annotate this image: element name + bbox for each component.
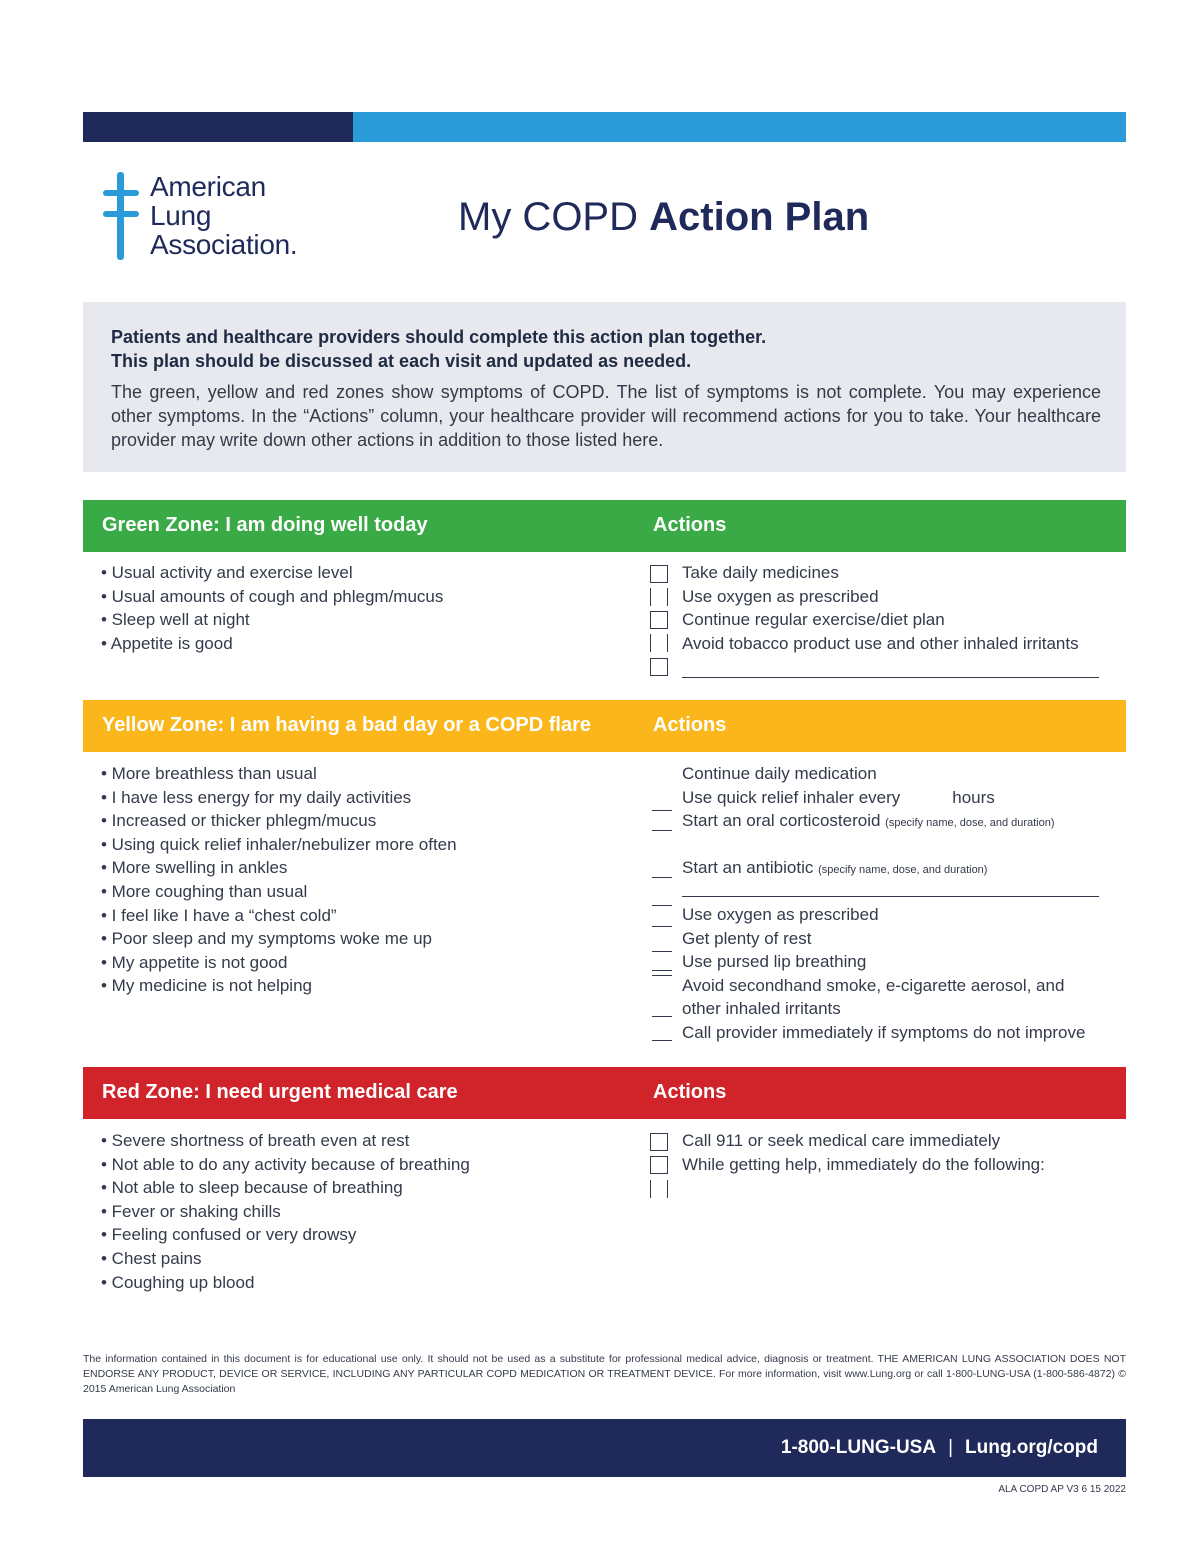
- red-actions-list: [682, 1129, 1045, 1176]
- yellow-action-blank[interactable]: [652, 877, 672, 878]
- action-item: Avoid tobacco product use and other inhaled irritants: [682, 633, 1079, 653]
- list-item: • Fever or shaking chills: [101, 1201, 281, 1221]
- yellow-write-in-line[interactable]: [682, 896, 1099, 897]
- document-code: ALA COPD AP V3 6 15 2022: [998, 1484, 1126, 1495]
- list-item: • Sleep well at night: [101, 610, 250, 630]
- list-item: • My appetite is not good: [101, 952, 288, 972]
- yellow-actions-label: Actions: [653, 714, 727, 736]
- green-write-in-line[interactable]: [682, 677, 1099, 678]
- yellow-action-3-note: (specify name, dose, and duration): [885, 817, 1055, 829]
- action-item: Use oxygen as prescribed: [682, 905, 879, 924]
- brand-logo-text: [150, 172, 297, 259]
- action-item: Call 911 or seek medical care immediately: [682, 1131, 1001, 1150]
- footer-bar: [83, 1419, 1126, 1477]
- brand-line: Association.: [150, 229, 298, 260]
- top-bar-dark: [83, 112, 353, 142]
- action-item: Take daily medicines: [682, 563, 839, 582]
- brand-line: American: [150, 171, 266, 202]
- action-item: Avoid secondhand smoke, e-cigarette aerosol, and: [682, 975, 1065, 995]
- yellow-action-4: [682, 856, 987, 883]
- list-item: • Usual amounts of cough and phlegm/mucus: [101, 586, 444, 606]
- list-item: • My medicine is not helping: [101, 976, 312, 996]
- footer-phone-link[interactable]: 1-800-LUNG-USA: [780, 1437, 937, 1458]
- green-actions-label: Actions: [653, 514, 727, 536]
- action-item: Get plenty of rest: [682, 928, 812, 948]
- yellow-action-2-text: Use quick relief inhaler every: [682, 788, 901, 807]
- yellow-action-blank[interactable]: [652, 975, 672, 976]
- footer-separator: |: [948, 1437, 954, 1458]
- red-action-checkbox[interactable]: [650, 1156, 668, 1174]
- action-item: While getting help, immediately do the following:: [682, 1154, 1045, 1174]
- list-item: • Usual activity and exercise level: [101, 563, 353, 582]
- list-item: • Chest pains: [101, 1248, 202, 1268]
- list-item: • Poor sleep and my symptoms woke me up: [101, 929, 432, 949]
- action-item: Use oxygen as prescribed: [682, 586, 879, 606]
- green-action-checkbox[interactable]: [650, 611, 668, 629]
- intro-paragraph: The green, yellow and red zones show symptoms of COPD. The list of symptoms is not complete. You may experience other symptoms. In the “Actions” column, your healthcare provider will recommend actions for you to take. Your healthcare provider may write down other actions in addition to those listed here.: [111, 382, 1101, 450]
- yellow-action-blank[interactable]: [652, 1016, 672, 1017]
- top-bar-light: [353, 112, 1126, 142]
- yellow-action-blank[interactable]: [652, 1040, 672, 1041]
- list-item: • Coughing up blood: [101, 1272, 255, 1292]
- red-action-checkbox[interactable]: [650, 1180, 668, 1198]
- yellow-action-1: Continue daily medication: [682, 764, 877, 783]
- green-action-checkbox[interactable]: [650, 634, 668, 652]
- intro-bold-line: This plan should be discussed at each visit and updated as needed.: [111, 351, 692, 371]
- list-item: • Severe shortness of breath even at rest: [101, 1131, 410, 1150]
- green-zone-title: Green Zone: I am doing well today: [102, 514, 428, 536]
- yellow-zone-title: Yellow Zone: I am having a bad day or a COPD flare: [102, 714, 592, 736]
- lung-cross-bar-icon: [103, 190, 139, 196]
- disclaimer: The information contained in this document is for educational use only. It should not be used as a substitute for professional medical advice, diagnosis or treatment. THE AMERICAN LUNG ASSOCIATION DOES NOT ENDORSE ANY PRODUCT, DEVICE OR SERVICE, INCLUDING ANY PARTICULAR COPD MEDICATION OR TREATMENT DEVICE. For more information, visit www.Lung.org or call 1-800-LUNG-USA (1-800-586-4872) © 2015 American Lung Association: [83, 1353, 1126, 1395]
- footer-contact: [781, 1437, 1098, 1459]
- red-symptoms-list: [101, 1129, 470, 1294]
- hours-unit: hours: [952, 788, 995, 807]
- title-light: My COPD: [458, 195, 638, 239]
- green-action-checkbox[interactable]: [650, 658, 668, 676]
- yellow-action-blank[interactable]: [652, 830, 672, 831]
- lung-cross-bar-icon: [103, 211, 139, 217]
- action-item: Use pursed lip breathing: [682, 952, 867, 972]
- footer-url-link[interactable]: Lung.org/copd: [965, 1437, 1098, 1458]
- action-item: other inhaled irritants: [682, 999, 841, 1019]
- intro-bold-text: [111, 325, 766, 373]
- green-zone-header: [83, 500, 1126, 552]
- yellow-action-4-note: (specify name, dose, and duration): [818, 864, 988, 876]
- green-symptoms-list: [101, 561, 443, 655]
- page-title: [458, 195, 869, 240]
- list-item: • Increased or thicker phlegm/mucus: [101, 811, 377, 831]
- green-action-checkbox[interactable]: [650, 588, 668, 606]
- action-item: Continue regular exercise/diet plan: [682, 610, 945, 630]
- yellow-action-3-text: Start an oral corticosteroid: [682, 811, 881, 830]
- red-zone-header: [83, 1067, 1126, 1119]
- intro-bold-line: Patients and healthcare providers should complete this action plan together.: [111, 327, 767, 347]
- yellow-action-3: [682, 809, 1055, 836]
- yellow-action-blank[interactable]: [652, 926, 672, 927]
- red-actions-label: Actions: [653, 1081, 727, 1103]
- list-item: • Appetite is good: [101, 633, 233, 653]
- list-item: • Feeling confused or very drowsy: [101, 1225, 357, 1245]
- yellow-symptoms-list: [101, 762, 457, 998]
- action-item: Call provider immediately if symptoms do not improve: [682, 1022, 1086, 1042]
- list-item: • I feel like I have a “chest cold”: [101, 905, 337, 925]
- yellow-action-blank[interactable]: [652, 905, 672, 906]
- list-item: • Not able to sleep because of breathing: [101, 1178, 403, 1198]
- brand-line: Lung: [150, 200, 212, 231]
- red-zone-title: Red Zone: I need urgent medical care: [102, 1081, 458, 1103]
- list-item: • More breathless than usual: [101, 764, 317, 783]
- list-item: • More swelling in ankles: [101, 858, 288, 878]
- yellow-action-blank[interactable]: [652, 951, 672, 952]
- yellow-actions-lower: [682, 903, 1085, 1045]
- red-action-checkbox[interactable]: [650, 1133, 668, 1151]
- list-item: • I have less energy for my daily activities: [101, 787, 412, 807]
- yellow-action-2: [682, 786, 995, 810]
- yellow-action-blank[interactable]: [652, 810, 672, 811]
- list-item: • Not able to do any activity because of breathing: [101, 1154, 470, 1174]
- title-bold: Action Plan: [649, 195, 870, 239]
- green-action-checkbox[interactable]: [650, 565, 668, 583]
- yellow-zone-header: [83, 700, 1126, 752]
- green-actions-list: [682, 561, 1079, 655]
- yellow-action-4-text: Start an antibiotic: [682, 858, 814, 877]
- list-item: • Using quick relief inhaler/nebulizer more often: [101, 834, 457, 854]
- list-item: • More coughing than usual: [101, 881, 308, 901]
- yellow-action-blank[interactable]: [652, 970, 672, 971]
